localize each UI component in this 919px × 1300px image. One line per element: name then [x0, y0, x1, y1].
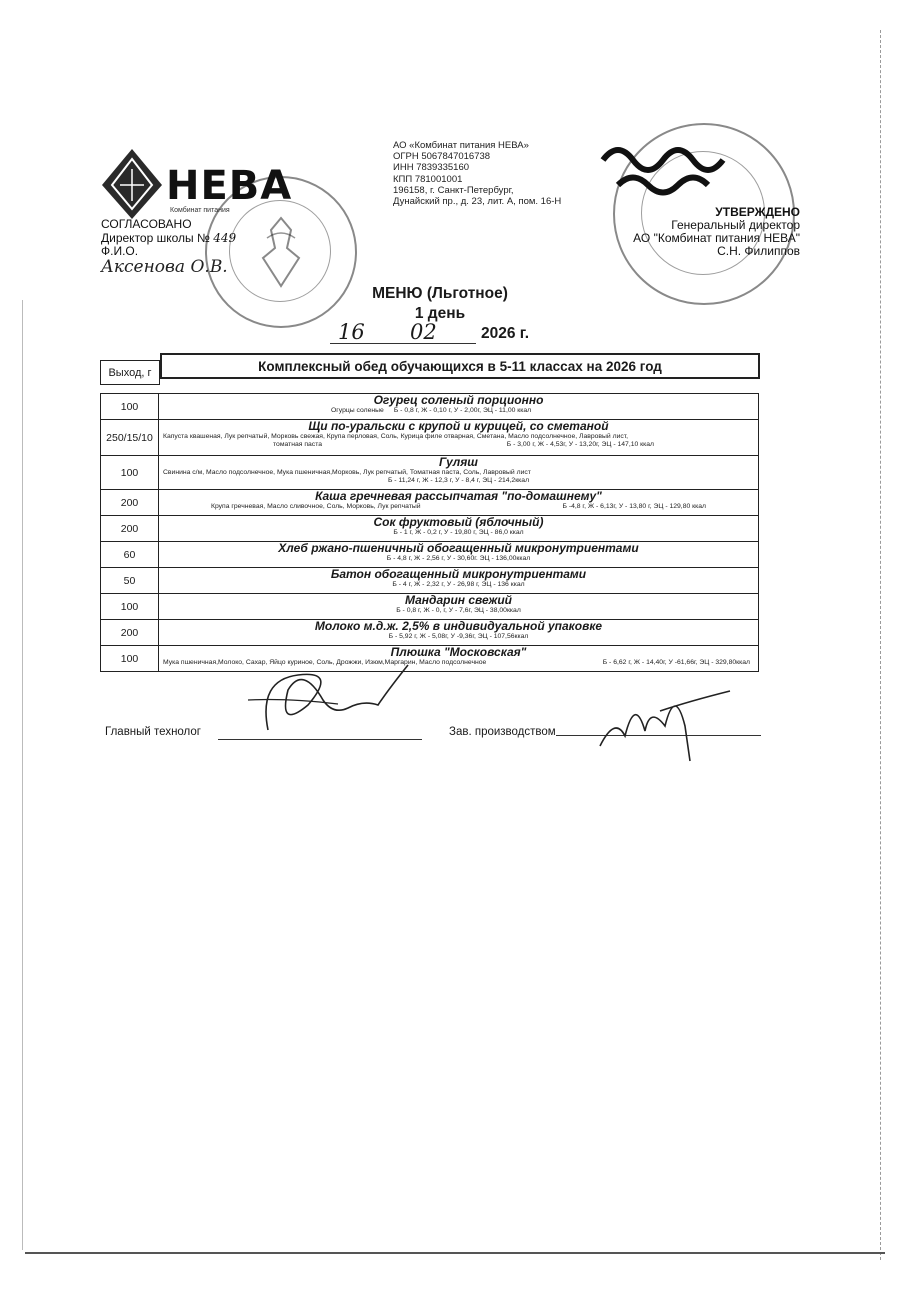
- agreed-position: Директор школы № 449: [101, 230, 237, 245]
- dish-nutrition: Б - 3,00 г, Ж - 4,53г, У - 13,20г, ЭЦ - 147,10 ккал: [506, 441, 654, 448]
- table-row: [101, 516, 758, 542]
- table-row: [101, 394, 758, 420]
- output-column-header: Выход, г: [100, 360, 160, 385]
- dish-nutrition: Б - 4,8 г, Ж - 2,56 г, У - 30,60г. ЭЦ - 136,00ккал: [386, 555, 531, 562]
- table-row: [101, 620, 758, 646]
- date-month: 02: [410, 320, 437, 344]
- table-row: [101, 568, 758, 594]
- dish-name: Молоко м.д.ж. 2,5% в индивидуальной упаковке: [314, 619, 603, 633]
- dish-ingredients: Капуста квашеная, Лук репчатый, Морковь свежая, Крупа перловая, Соль, Курица филе отварная, Сметана, Масло подсолнечное, Лавровый лист,: [163, 433, 629, 440]
- menu-date: [330, 322, 560, 346]
- dish-nutrition: Б - 0,8 г, Ж - 0,10 г, У - 2,00г, ЭЦ - 11,00 ккал: [393, 407, 532, 414]
- approved-company: АО "Комбинат питания НЕВА": [633, 231, 800, 245]
- table-row: [101, 490, 758, 516]
- row-output: 200: [101, 490, 159, 515]
- production-head-label: Зав. производством: [449, 726, 556, 738]
- scan-edge-right: [880, 30, 881, 1260]
- agreed-block: [101, 217, 237, 277]
- table-row: [101, 456, 758, 490]
- menu-table: [100, 393, 759, 672]
- company-info-line: ИНН 7839335160: [393, 162, 470, 174]
- company-info-line: КПП 781001001: [393, 173, 463, 185]
- dish-name: Сок фруктовый (яблочный): [373, 515, 544, 529]
- date-day: 16: [338, 320, 365, 344]
- row-output: 100: [101, 456, 159, 489]
- production-head-signature: [590, 676, 740, 766]
- menu-title-line2: 1 день: [414, 305, 466, 322]
- row-output: 250/15/10: [101, 420, 159, 455]
- dish-ingredients: Мука пшеничная,Молоко, Сахар, Яйцо куриное, Соль, Дрожжи, Изюм,Маргарин, Масло подсолнечное: [163, 659, 487, 666]
- menu-title-line1: МЕНЮ (Льготное): [372, 285, 508, 302]
- row-output: 100: [101, 394, 159, 419]
- row-output: 100: [101, 594, 159, 619]
- agreed-signature: Аксенова О.В.: [101, 256, 228, 277]
- dish-nutrition: Б - 0,8 г, Ж - 0, г, У - 7,6г, ЭЦ - 38,00ккал: [396, 607, 521, 614]
- dish-ingredients-continued: томатная паста: [273, 441, 323, 448]
- menu-title: [300, 284, 580, 324]
- row-output: 200: [101, 620, 159, 645]
- approved-block: [560, 206, 800, 258]
- company-info-line: Дунайский пр., д. 23, лит. А, пом. 16-Н: [393, 196, 562, 208]
- dish-name: Каша гречневая рассыпчатая "по-домашнему": [315, 489, 602, 503]
- dish-name: Мандарин свежий: [404, 593, 513, 607]
- table-row: [101, 594, 758, 620]
- diamond-logo-icon: [100, 147, 164, 221]
- dish-nutrition: Б - 1 г, Ж - 0,2 г, У - 19,80 г, ЭЦ - 86,0 ккал: [393, 529, 524, 536]
- dish-name: Батон обогащенный микронутриентами: [330, 567, 587, 581]
- approved-position: Генеральный директор: [671, 218, 800, 232]
- fio-label: Ф.И.О.: [101, 244, 139, 258]
- technologist-signature: [228, 660, 428, 740]
- dish-name: Щи по-уральски с крупой и курицей, со сметаной: [308, 419, 609, 433]
- company-requisites: [393, 140, 561, 207]
- row-output: 60: [101, 542, 159, 567]
- logo-name: НЕВА: [166, 163, 293, 209]
- dish-name: Хлеб ржано-пшеничный обогащенный микронутриентами: [278, 541, 639, 555]
- company-info-line: АО «Комбинат питания НЕВА»: [393, 140, 529, 151]
- stamp-wave-mark: [598, 140, 748, 200]
- row-output: 50: [101, 568, 159, 593]
- dish-name: Гуляш: [439, 455, 478, 469]
- dish-name: Плюшка "Московская": [390, 645, 527, 659]
- date-underline: [330, 343, 476, 344]
- dish-nutrition: Б -4,8 г, Ж - 6,13г, У - 13,80 г, ЭЦ - 129,80 ккал: [562, 503, 706, 510]
- dish-nutrition: Б - 11,24 г, Ж - 12,3 г, У - 8,4 г, ЭЦ - 214,2ккал: [387, 477, 530, 484]
- agreed-label: СОГЛАСОВАНО: [101, 217, 192, 231]
- dish-name: Огурец соленый порционно: [373, 393, 544, 407]
- table-row: [101, 420, 758, 456]
- table-row: [101, 542, 758, 568]
- dish-nutrition: Б - 4 г, Ж - 2,32 г, У - 26,98 г, ЭЦ - 136 ккал: [392, 581, 525, 588]
- logo-subtitle: Комбинат питания: [170, 207, 230, 214]
- school-number: 449: [213, 230, 237, 245]
- table-heading: Комплексный обед обучающихся в 5-11 классах на 2026 год: [160, 353, 760, 379]
- dish-ingredients: Крупа гречневая, Масло сливочное, Соль, Морковь, Лук репчатый: [211, 503, 421, 510]
- approved-name: С.Н. Филиппов: [717, 244, 800, 258]
- date-year: 2026 г.: [481, 325, 529, 342]
- dish-nutrition: Б - 6,62 г, Ж - 14,40г, У -61,66г, ЭЦ - 329,80ккал: [602, 659, 750, 666]
- row-output: 200: [101, 516, 159, 541]
- approved-label: УТВЕРЖДЕНО: [715, 205, 800, 219]
- dish-nutrition: Б - 5,92 г, Ж - 5,08г, У -9,36г, ЭЦ - 107,56ккал: [388, 633, 529, 640]
- scan-edge-bottom: [25, 1252, 885, 1254]
- dish-ingredients: Огурцы соленые: [331, 407, 384, 414]
- table-row: [101, 646, 758, 671]
- company-info-line: ОГРН 5067847016738: [393, 151, 491, 163]
- scan-edge-left: [22, 300, 23, 1250]
- company-info-line: 196158, г. Санкт-Петербург,: [393, 184, 514, 196]
- dish-ingredients: Свинина с/м, Масло подсолнечное, Мука пшеничная,Морковь, Лук репчатый, Томатная паста, Соль, Лавровый лист: [163, 469, 531, 476]
- technologist-label: Главный технолог: [105, 726, 201, 738]
- company-logo: [100, 145, 293, 225]
- row-output: 100: [101, 646, 159, 671]
